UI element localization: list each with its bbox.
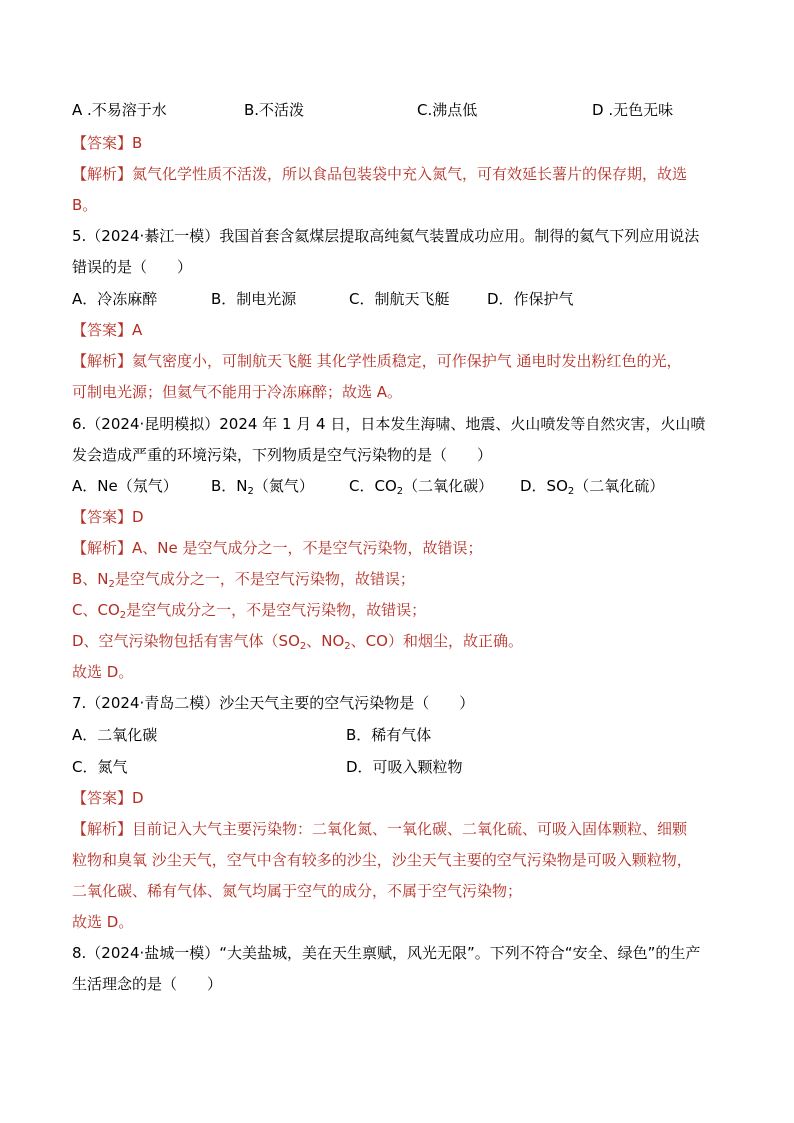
- analysis-text: 氮气化学性质不活泼，所以食品包装袋中充入氮气，可有效延长薯片的保存期，故选: [132, 165, 688, 183]
- q8-stem-line1: 8.（2024·盐城一模）“大美盐城，美在天生禀赋，风光无限”。下列不符合“安全、绿色”的生产: [72, 944, 701, 962]
- q4-analysis-line2: B。: [72, 196, 98, 214]
- q6-option-a: [72, 476, 178, 496]
- q6-conclusion: 故选 D。: [72, 663, 134, 681]
- answer-tag: 【答案】: [72, 508, 133, 526]
- q6-option-b: [211, 476, 314, 496]
- q7-option-a: A．二氧化碳: [72, 726, 158, 744]
- q4-option-c: C.沸点低: [417, 101, 478, 119]
- q4-option-a: A .不易溶于水: [72, 101, 167, 119]
- q6-answer: [72, 507, 732, 527]
- q6-analysis-d: [72, 631, 732, 651]
- answer-tag: 【答案】: [72, 321, 133, 339]
- analysis-text-post: 、CO）和烟尘，故正确。: [350, 632, 523, 650]
- q5-analysis-line1: [72, 351, 732, 371]
- analysis-tag: 【解析】: [72, 352, 133, 370]
- q4-option-d: D .无色无味: [592, 101, 674, 119]
- subscript: 2: [344, 641, 351, 652]
- option-text: C．CO: [349, 477, 397, 495]
- q7-conclusion: 故选 D。: [72, 913, 134, 931]
- subscript: 2: [247, 486, 254, 497]
- answer-value: D: [132, 508, 144, 526]
- option-text: D．SO: [520, 477, 568, 495]
- q7-option-d: D．可吸入颗粒物: [346, 758, 463, 776]
- option-text-post: （二氧化碳）: [403, 477, 494, 495]
- q5-option-a: A．冷冻麻醉: [72, 290, 158, 308]
- q6-analysis-b: [72, 569, 732, 589]
- answer-value: A: [132, 321, 143, 339]
- q7-answer: [72, 788, 732, 808]
- analysis-text: 目前记入大气主要污染物：二氧化氮、一氧化碳、二氧化硫、可吸入固体颗粒、细颗: [132, 820, 688, 838]
- analysis-text-post: 是空气成分之一，不是空气污染物，故错误；: [114, 570, 415, 588]
- option-text-post: （二氧化硫）: [574, 477, 665, 495]
- q7-stem-line1: 7.（2024·青岛二模）沙尘天气主要的空气污染物是（ ）: [72, 694, 475, 712]
- option-text-post: （氮气）: [253, 477, 314, 495]
- q7-analysis-line1: [72, 819, 732, 839]
- q7-option-c: C．氮气: [72, 758, 128, 776]
- analysis-text: B、N: [72, 570, 109, 588]
- q7-analysis-line2: 粒物和臭氧 沙尘天气，空气中含有较多的沙尘，沙尘天气主要的空气污染物是可吸入颗粒物，: [72, 851, 692, 869]
- analysis-text: 氦气密度小，可制航天飞艇 其化学性质稳定，可作保护气 通电时发出粉红色的光，: [132, 352, 682, 370]
- subscript: 2: [108, 579, 115, 590]
- q5-analysis-line2: 可制电光源；但氦气不能用于冷冻麻醉；故选 A。: [72, 383, 403, 401]
- answer-tag: 【答案】: [72, 134, 133, 152]
- answer-value: B: [132, 134, 143, 152]
- analysis-text-mid: 、NO: [306, 632, 345, 650]
- analysis-tag: 【解析】: [72, 820, 133, 838]
- analysis-text: A、Ne 是空气成分之一，不是空气污染物，故错误；: [132, 539, 483, 557]
- q5-answer: [72, 320, 732, 340]
- subscript: 2: [396, 486, 404, 497]
- q5-option-d: D．作保护气: [487, 290, 574, 308]
- q5-stem-line2: 错误的是（ ）: [72, 258, 193, 276]
- subscript: 2: [119, 610, 127, 621]
- q6-stem-line2: 发会造成严重的环境污染，下列物质是空气污染物的是（ ）: [72, 446, 493, 464]
- analysis-text-post: 是空气成分之一，不是空气污染物，故错误；: [126, 601, 427, 619]
- answer-tag: 【答案】: [72, 789, 133, 807]
- q8-stem-line2: 生活理念的是（ ）: [72, 975, 223, 993]
- q4-analysis-line1: [72, 164, 732, 184]
- q5-stem-line1: 5.（2024·綦江一模）我国首套含氦煤层提取高纯氦气装置成功应用。制得的氦气下列应用说法: [72, 227, 700, 245]
- analysis-tag: 【解析】: [72, 165, 133, 183]
- q6-option-d: [520, 476, 664, 496]
- q5-option-c: C．制航天飞艇: [349, 290, 450, 308]
- q6-option-c: [349, 476, 493, 496]
- analysis-tag: 【解析】: [72, 539, 133, 557]
- q6-analysis-c: [72, 600, 732, 620]
- q5-option-b: B．制电光源: [211, 290, 297, 308]
- analysis-text: D、空气污染物包括有害气体（SO: [72, 632, 300, 650]
- q7-option-b: B．稀有气体: [346, 726, 432, 744]
- option-text: B．N: [211, 477, 248, 495]
- option-text: A．Ne（氖气）: [72, 477, 178, 495]
- q4-option-b: B.不活泼: [244, 101, 305, 119]
- subscript: 2: [299, 641, 307, 652]
- q4-answer: [72, 133, 732, 153]
- q7-analysis-line3: 二氧化碳、稀有气体、氮气均属于空气的成分，不属于空气污染物；: [72, 882, 523, 900]
- subscript: 2: [567, 486, 575, 497]
- answer-value: D: [132, 789, 144, 807]
- q6-analysis-a: [72, 538, 732, 558]
- analysis-text: C、CO: [72, 601, 120, 619]
- q6-stem-line1: 6.（2024·昆明模拟）2024 年 1 月 4 日，日本发生海啸、地震、火山喷发等自然灾害，火山喷: [72, 415, 706, 433]
